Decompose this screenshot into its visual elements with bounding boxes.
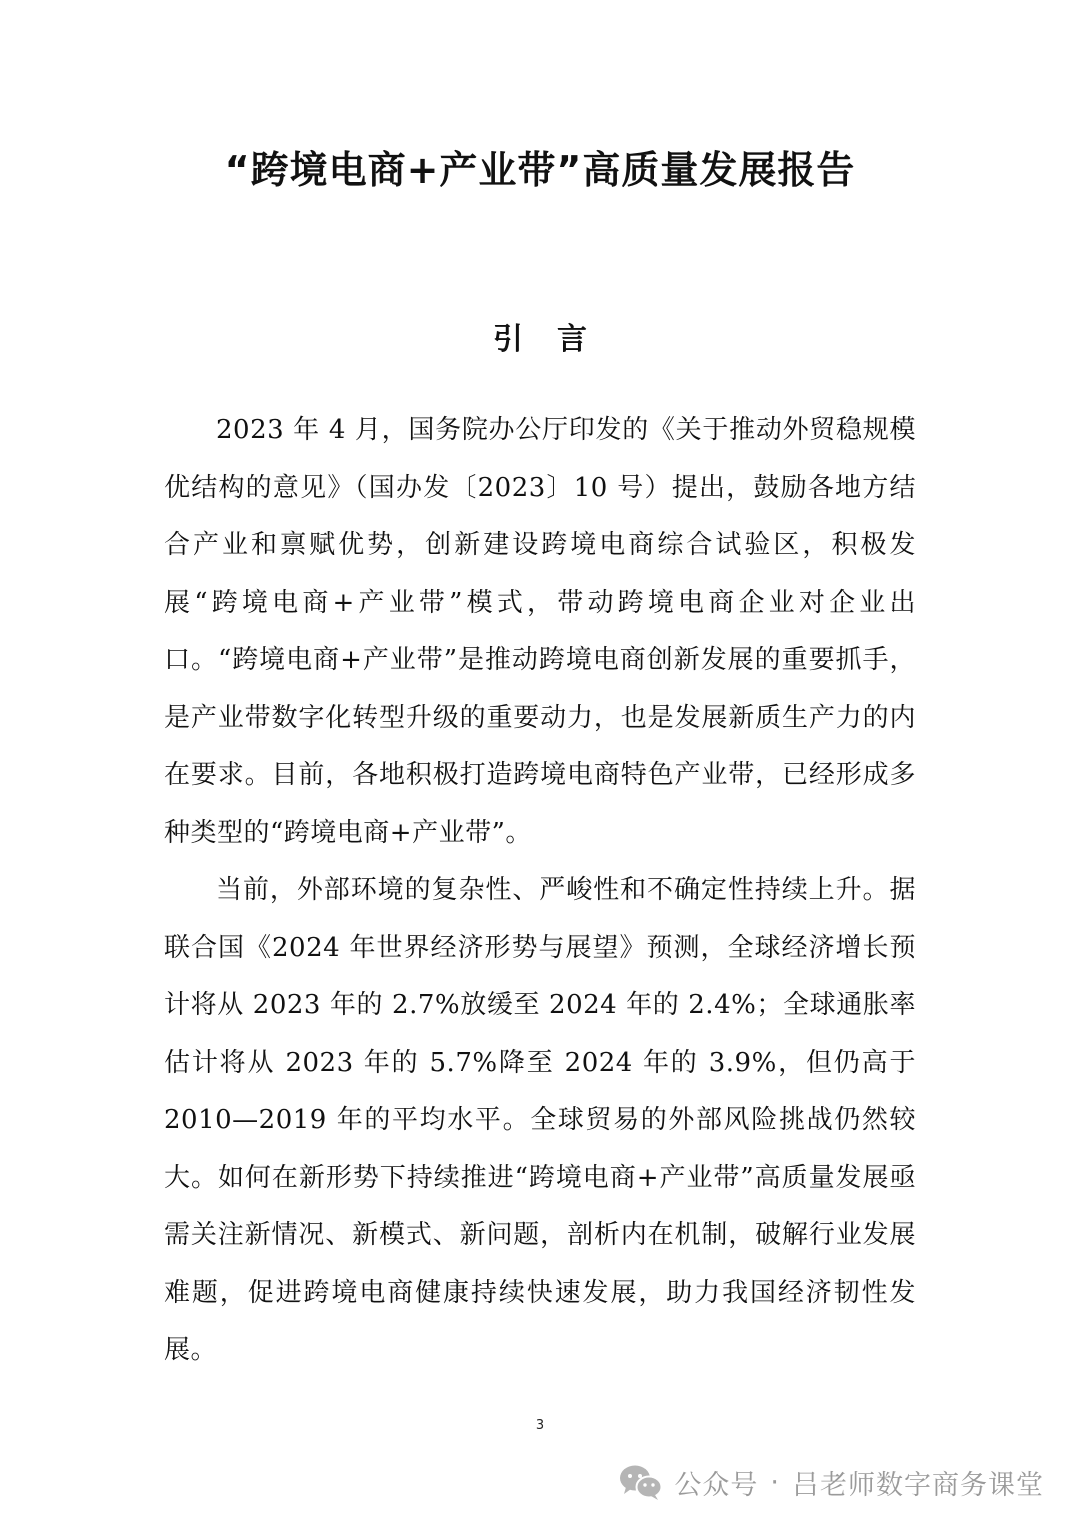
document-title: “跨境电商+产业带”高质量发展报告 <box>224 148 856 192</box>
watermark-account-name: 吕老师数字商务课堂 <box>792 1469 1044 1501</box>
paragraph: 当前，外部环境的复杂性、严峻性和不确定性持续上升。据联合国《2024 年世界经济形势与展望》预测，全球经济增长预计将从 2023 年的 2.7%放缓至 2024 年的 2.4%；全球通胀率估计将从 2023 年的 5.7%降至 2024 年的 3.9%，但仍高于 2010—2019 年的平均水平。全球贸易的外部风险挑战仍然较大。如何在新形势下持续推进“跨境电商+产业带”高质量发展亟需关注新情况、新模式、新问题，剖析内在机制，破解行业发展难题，促进跨境电商健康持续快速发展，助力我国经济韧性发展。 <box>164 875 916 1365</box>
wechat-icon <box>618 1462 664 1502</box>
page-number: 3 <box>535 1418 545 1433</box>
watermark <box>618 1458 1044 1506</box>
section-heading: 引言 <box>493 322 621 357</box>
watermark-prefix: 公众号 <box>674 1469 759 1501</box>
paragraph: 2023 年 4 月，国务院办公厅印发的《关于推动外贸稳规模优结构的意见》（国办发〔2023〕10 号）提出，鼓励各地方结合产业和禀赋优势，创新建设跨境电商综合试验区，积极发展“跨境电商+产业带”模式，带动跨境电商企业对企业出口。“跨境电商+产业带”是推动跨境电商创新发展的重要抓手，是产业带数字化转型升级的重要动力，也是发展新质生产力的内在要求。目前，各地积极打造跨境电商特色产业带，已经形成多种类型的“跨境电商+产业带”。 <box>164 415 916 848</box>
body-text <box>164 402 916 1380</box>
watermark-separator: · <box>770 1466 780 1498</box>
